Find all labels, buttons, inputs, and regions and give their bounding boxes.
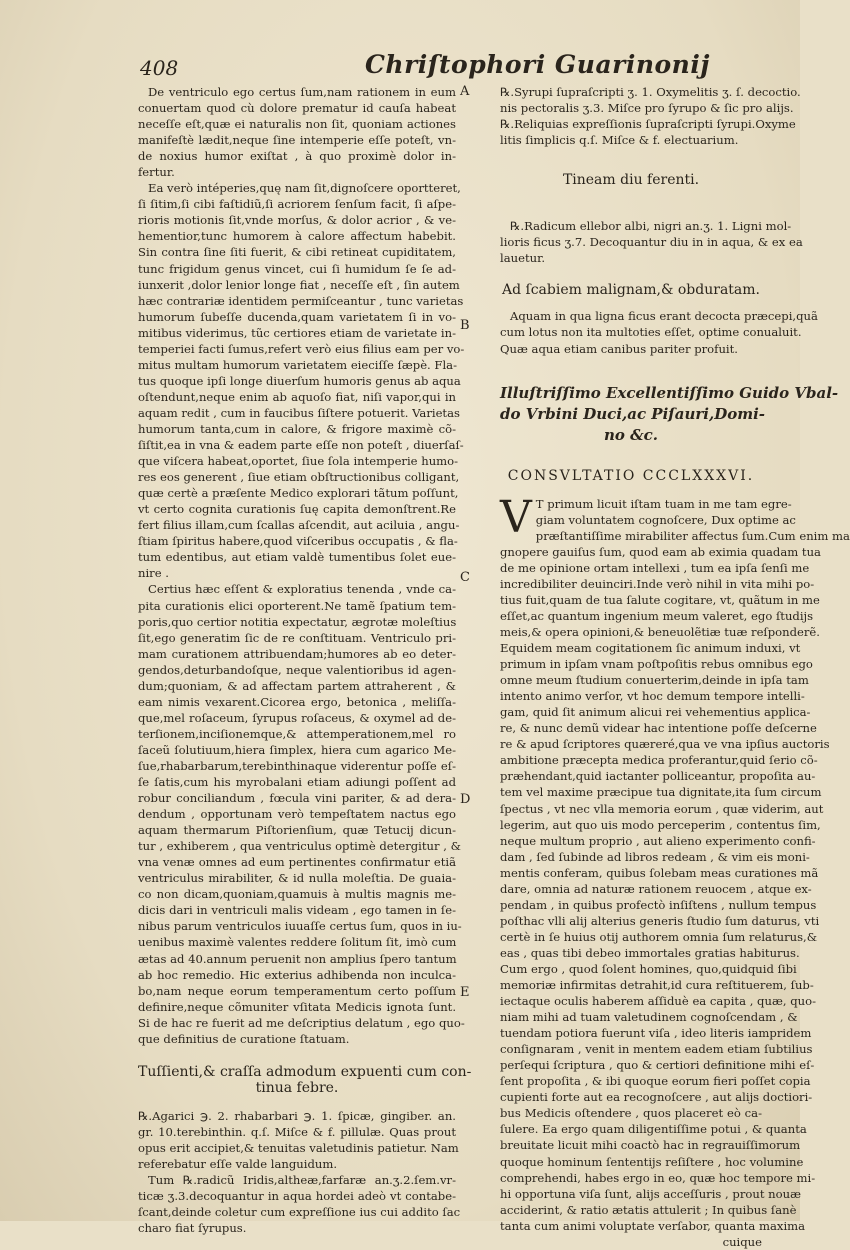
text-line: lioris ficus ʒ.7. Decoquantur diu in in aqua, & ex ea [500, 235, 803, 250]
text-line: dum;quoniam, & ad affectam partem attraherent , & [138, 678, 456, 693]
text-line: gnopere gauiſus ſum, quod eam ab eximia quadam tua [500, 544, 821, 559]
text-line: Cum ergo , quod ſolent homines, quo,quidquid ſibi [500, 961, 797, 976]
text-line: gendos,deturbandoſque, neque valentioribus id agen- [138, 662, 456, 677]
recipe-ellebor [500, 218, 803, 266]
paragraph-intemperies [138, 180, 465, 581]
text-line: cum lotus non ita multoties eſſet, optime conualuit. [500, 325, 802, 340]
text-line: de noxius humor exiſtat , à quo proximè dolor in- [138, 149, 456, 164]
text-line: mitus multam humorum varietatem eieciſſe ſæpè. Fla- [138, 357, 458, 372]
recipe-iridis [138, 1172, 461, 1236]
margin-letter-c: C [460, 570, 470, 585]
text-line: re & apud ſcriptores quæreré,qua ve vna ipſius auctoris [500, 737, 830, 752]
text-line: hi opportuna viſa ſunt, alijs acceſſuris , prout nouæ [500, 1186, 801, 1201]
heading-scabiem: Ad ſcabiem malignam,& obduratam. [502, 282, 760, 299]
text-line: dendum , opportunam verò tempeſtatem nactus ego [138, 807, 456, 822]
text-line: Certius hæc eſſent & exploratius tenenda , vnde ca- [148, 582, 456, 597]
text-line: ticæ ʒ.3.decoquantur in aqua hordei adeò vt contabe- [138, 1189, 456, 1204]
text-line: ſi ſitim,ſi cibi faſtidiũ,ſi acriorem ſenſum facit, ſi aſpe- [138, 197, 456, 212]
dedication-line: no &c. [603, 425, 659, 444]
heading-tinea: Tineam diu ferenti. [562, 172, 700, 189]
text-line: que definitius de curatione ſtatuam. [138, 1031, 350, 1046]
text-line: meis,& opera opinioni,& beneuolẽtiæ tuæ reſponderẽ. [500, 624, 820, 639]
text-line: conſignaram , venit in mentem eadem etiam ſubtilius [500, 1042, 813, 1057]
text-line: co non dicam,quoniam,quamuis à multis magnis me- [138, 887, 456, 902]
text-line: vt certo cognita curationis ſuę capita demonſtrent.Re [138, 502, 456, 517]
text-line: quæ certè a præſente Medico explorari tãtum poſſunt, [138, 486, 459, 501]
text-line: intento animo verſor, vt hoc demum tempore intelli- [500, 689, 805, 704]
text-line: charo fiat ſyrupus. [138, 1221, 247, 1236]
text-line: litis ſimplicis q.ſ. Miſce & f. electuarium. [500, 133, 739, 148]
text-line: tus quoque ipſi longe diuerſum humoris genus ab aqua [138, 373, 461, 388]
margin-letter-b: B [460, 318, 470, 333]
left-column [138, 84, 472, 1236]
dedication-line: Illuſtriſſimo Excellentiſſimo Guido Vbal- [500, 383, 839, 402]
catchword: cuique [722, 1234, 762, 1249]
text-line: ſiſtit,ea in vna & eadem parte eſſe non poteſt , diuerſaſ- [138, 438, 464, 453]
text-line: opus erit accipiet,& tenuitas valetudinis patietur. Nam [138, 1141, 459, 1155]
text-line: nibus parum ventriculos iuuaſſe certus ſum, quos in iu- [138, 919, 462, 934]
text-line: uenibus maximè valentes reddere ſolitum ſit, imò cum [138, 935, 457, 950]
text-line: robur conciliandum , fœcula vini pariter, & ad dera- [138, 791, 456, 806]
heading-line: tinua febre. [255, 1079, 339, 1096]
text-line: res eos generent , ſiue etiam obſtructionibus colligant, [138, 470, 460, 485]
text-line: dam , ſed ſubinde ad libros redeam , & vim eis moni- [500, 849, 810, 864]
letter-body [500, 544, 830, 1234]
text-line: Si de hac re fuerit ad me deſcriptius delatum , ego quo- [138, 1015, 465, 1030]
text-line: terſionem,inciſionemque,& attemperationem,mel ro [138, 726, 456, 741]
text-line: eam nimis vexarent.Cicorea ergo, betonica , meliſſa- [138, 694, 456, 709]
text-line: De ventriculo ego certus ſum,nam rationem in eum [148, 85, 456, 99]
text-line: aquam redit , cum in faucibus ſiſtere potuerit. Varietas [138, 405, 460, 420]
text-line: giam voluntatem cognoſcere, Dux optime ac [535, 512, 796, 527]
text-line: cupienti forte aut ea recognoſcere , aut alijs doctiori- [500, 1090, 813, 1105]
text-line: quoque hominum ſententijs reſiſtere , hoc volumine [500, 1154, 804, 1169]
text-line: temperiei facti ſumus,refert verò eius filius eam per vo- [138, 341, 465, 356]
text-line: referebatur eſſe valde languidum. [138, 1157, 338, 1172]
text-line: præſtantiſſime mirabiliter affectus ſum.Cum enim ma [535, 528, 850, 543]
text-line: ſit,ego generatim ſic de re conſtituam. Ventriculo pri- [138, 630, 456, 645]
text-line: tur , exhiberem , qua ventriculus optimè detergitur , & [138, 839, 461, 854]
text-line: ſe ſatis,cum his myrobalani etiam adiungi poſſent ad [138, 775, 456, 790]
margin-letter-a: A [460, 84, 470, 99]
text-line: mam curationem attribuendam;humores ab eo deter- [138, 646, 456, 661]
paragraph-certius [138, 581, 465, 1046]
text-line: præhendant,quid iactanter polliceantur, propoſita au- [500, 769, 816, 784]
text-line: ſpectus , vt nec vlla memoria eorum , quæ viderim, aut [500, 801, 824, 816]
text-line: conuertam quod cù dolore prematur id cauſa habeat [138, 101, 456, 116]
text-line: gr. 10.terebinthin. q.ſ. Miſce & f. pillulæ. Quas prout [138, 1124, 456, 1139]
text-line: Tum ℞.radicũ Iridis,altheæ,farfaræ an.ʒ.2.ſem.vr- [148, 1173, 456, 1188]
dedication [500, 383, 839, 446]
text-line: Quæ aqua etiam canibus pariter profuit. [500, 341, 738, 356]
dedication-line: do Vrbini Duci,ac Piſauri,Domi- [500, 404, 765, 423]
text-line: ſaceũ ſolutiuum,hiera ſimplex, hiera cum agarico Me- [138, 742, 456, 757]
margin-letter-d: D [460, 792, 471, 807]
text-line: neceſſe eſt,quæ ei naturalis non ſit, quoniam actiones [138, 117, 456, 132]
text-line: fert filius illam,cum ſcallas aſcendit, aut aciluia , angu- [138, 518, 460, 533]
paragraph-scabiem [500, 308, 818, 356]
text-line: ℞.Agarici ℈. 2. rhabarbari ℈. 1. ſpicæ, gingiber. an. [138, 1108, 456, 1123]
paragraph-ventriculo [138, 84, 456, 180]
text-line: Equidem meam cogitationem ſic animum induxi, vt [500, 641, 801, 656]
text-line: mitibus viderimus, tũc certiores etiam de varietate in- [138, 325, 456, 340]
text-line: primum in ipſam vnam poſtpoſitis rebus omnibus ego [500, 657, 813, 672]
text-line: certè in ſe huius otij authorem omnia ſum relaturus,& [500, 929, 818, 944]
text-line: niam mihi ad tuam valetudinem cognoſcendam , & [500, 1010, 798, 1025]
text-line: que viſcera habeat,oportet, ſiue ſola intemperie humo- [138, 454, 459, 469]
text-line: bus Medicis oſtendere , quos placeret eò ca- [500, 1106, 762, 1121]
text-line: que,mel roſaceum, ſyrupus roſaceus, & oxymel ad de- [138, 710, 456, 725]
text-line: ſent propoſita , & ibi quoque eorum fieri poſſet copia [500, 1074, 811, 1089]
text-line: breuitate licuit mihi coactò hac in regrauiſſimorum [500, 1138, 801, 1153]
text-line: eſſet,ac quantum ingenium meum valeret, ego ſtudijs [500, 608, 814, 623]
text-line: gam, quid ſit animum alicui rei vehementius applica- [500, 705, 811, 720]
text-line: manifeſtè lædit,neque ſine intemperie eſſe poteſt, vn- [138, 133, 456, 148]
text-line: memoriæ infirmitas detrahit,id cura reſtituerem, ſub- [500, 978, 814, 993]
text-line: pita curationis elici oporterent.Ne tamẽ ſpatium tem- [138, 598, 456, 613]
text-line: ætas ad 40.annum peruenit non amplius ſpero tantum [138, 951, 457, 966]
text-line: comprehendi, habes ergo in eo, quæ hoc tempore mi- [500, 1170, 816, 1185]
text-line: de me opinione ortam intellexi , tum ea ipſa ſenſi me [500, 560, 810, 575]
text-line: omne meum ſtudium conuerterim,deinde in ipſa tam [500, 673, 809, 688]
text-line: lauetur. [500, 251, 546, 266]
text-line: bo,nam neque eorum temperamentum certo poſſum [138, 983, 456, 998]
text-line: dicis dari in ventriculi malis videam , ego tamen in ſe- [138, 903, 456, 918]
text-line: poſthac vlli alij alterius generis ſtudio ſum daturus, vti [500, 913, 820, 928]
text-line: nire . [138, 566, 169, 581]
margin-letter-e: E [460, 985, 470, 1000]
text-line: iunxerit ,dolor lenior longe fiat , neceſſe eſt , ſin autem [138, 277, 460, 292]
text-line: ſcant,deinde coletur cum expreſſione ius cui addito ſac [138, 1205, 461, 1220]
text-line: incredibiliter deuinciri.Inde verò nihil in vita mihi po- [500, 576, 815, 591]
text-line: ſtiam ſpiritus habere,quod viſceribus occupatis , & fla- [138, 534, 458, 549]
text-line: definire,neque cõmuniter vſitata Medicis ignota ſunt. [138, 999, 456, 1014]
text-line: humorum ſubeſſe ducenda,quam varietatem ſi in vo- [138, 309, 456, 324]
text-line: fertur. [138, 165, 175, 180]
text-line: eas , quas tibi debeo immortales gratias habiturus. [500, 945, 800, 960]
text-line: poris,quo certior notitia expectatur, ægrotæ moleſtius [138, 614, 457, 629]
text-line: hementior,tunc humorem à calore affectum habebit. [138, 229, 456, 244]
heading-line: Tuſſienti,& craſſa admodum expuenti cum con- [138, 1063, 472, 1080]
text-line: mentis conferam, quibus ſolebam meas curationes mã [500, 865, 819, 880]
text-line: hæc contrariæ identidem permiſceantur , tunc varietas [138, 293, 464, 308]
page-number: 408 [140, 56, 179, 80]
text-line: Aquam in qua ligna ficus erant decocta præcepi,quã [510, 309, 818, 324]
text-line: ℞.Radicum ellebor albi, nigri an.ʒ. 1. Ligni mol- [510, 219, 792, 234]
recipe-agarici [138, 1108, 459, 1172]
text-line: tanta cum animi voluptate verſabor, quanta maxima [500, 1218, 806, 1233]
text-line: rioris motionis ſit,vnde morſus, & dolor acrior , & ve- [138, 213, 456, 228]
consultatio-heading: CONSVLTATIO CCCLXXXVI. [507, 467, 755, 484]
text-line: tum edentibus, aut etiam valdè tumentibus ſolet eue- [138, 550, 456, 565]
text-line: vna venæ omnes ad eum pertinentes confirmatur etiã [138, 855, 456, 870]
text-line: oſtendunt,neque enim ab aquoſo fiat, niſi vapor,qui in [138, 389, 456, 404]
text-line: ab hoc remedio. Hic exterius adhibenda non inculca- [138, 967, 456, 982]
text-line: ℞.Syrupi ſupraſcripti ʒ. 1. Oxymelitis ʒ. ſ. decoctio. [500, 85, 801, 99]
text-line: Sin contra ſine ſiti fuerit, & cibi retineat cupiditatem, [138, 245, 456, 260]
heading-tussienti [138, 1063, 472, 1096]
text-line: tuendam potiora fuerunt viſa , ideo literis iampridem [500, 1026, 812, 1041]
recipe-syrupi [500, 84, 801, 148]
text-line: T primum licuit iſtam tuam in me tam egre- [535, 496, 792, 511]
text-line: ſulere. Ea ergo quam diligentiſſime potui , & quanta [500, 1122, 807, 1137]
right-column [500, 84, 850, 1250]
text-line: tius fuit,quam de tua ſalute cogitare, vt, quãtum in me [500, 592, 820, 607]
text-line: dare, omnia ad naturæ rationem reuocem , atque ex- [500, 881, 812, 896]
text-line: legerim, aut quo uis modo perceperim , contentus ſim, [500, 817, 821, 832]
text-line: tem vel maxime præcipue tua dignitate,ita ſum circum [500, 785, 822, 800]
text-line: iectaque oculis haberem aſſiduè ea capita , quæ, quo- [500, 994, 817, 1009]
text-line: tunc frigidum genus vincet, cui ſi humidum ſe ſe ad- [138, 261, 456, 276]
text-line: perſequi ſcriptura , quo & certiori definitione mihi eſ- [500, 1058, 815, 1073]
text-line: nis pectoralis ʒ.3. Miſce pro ſyrupo & ſic pro alijs. [500, 101, 794, 116]
text-line: aquam thermarum Piſtorienſium, quæ Tetucij dicun- [138, 823, 456, 838]
text-line: neque multum proprio , aut alieno experimento confi- [500, 833, 816, 848]
running-title: Chriſtophori Guarinonij [365, 50, 710, 79]
text-line: Ea verò intéperies,quę nam ſit,dignoſcere oportteret, [148, 181, 461, 196]
text-line: humorum tanta,cum in calore, & frigore maximè cõ- [138, 421, 456, 436]
drop-cap: V [500, 491, 532, 543]
text-line: acciderint, & ratio ætatis attulerit ; In quibus ſanè [500, 1202, 797, 1217]
letter-first-lines [500, 491, 850, 544]
text-line: ſue,rhabarbarum,terebinthinaque viderentur poſſe eſ- [138, 758, 456, 773]
text-line: ventriculus mirabiliter, & id nulla moleſtia. De guaia- [138, 871, 456, 886]
text-line: ambitione præcepta medica proferantur,quid ſerio cõ- [500, 753, 818, 768]
text-line: ℞.Reliquias expreſſionis ſupraſcripti ſyrupi.Oxyme [500, 117, 796, 132]
text-line: pendam , in quibus profectò inſiſtens , nullum tempus [500, 897, 817, 912]
letter-opening [500, 491, 850, 544]
text-line: re, & nunc demũ videar hac intentione poſſe deſcerne [500, 721, 817, 736]
